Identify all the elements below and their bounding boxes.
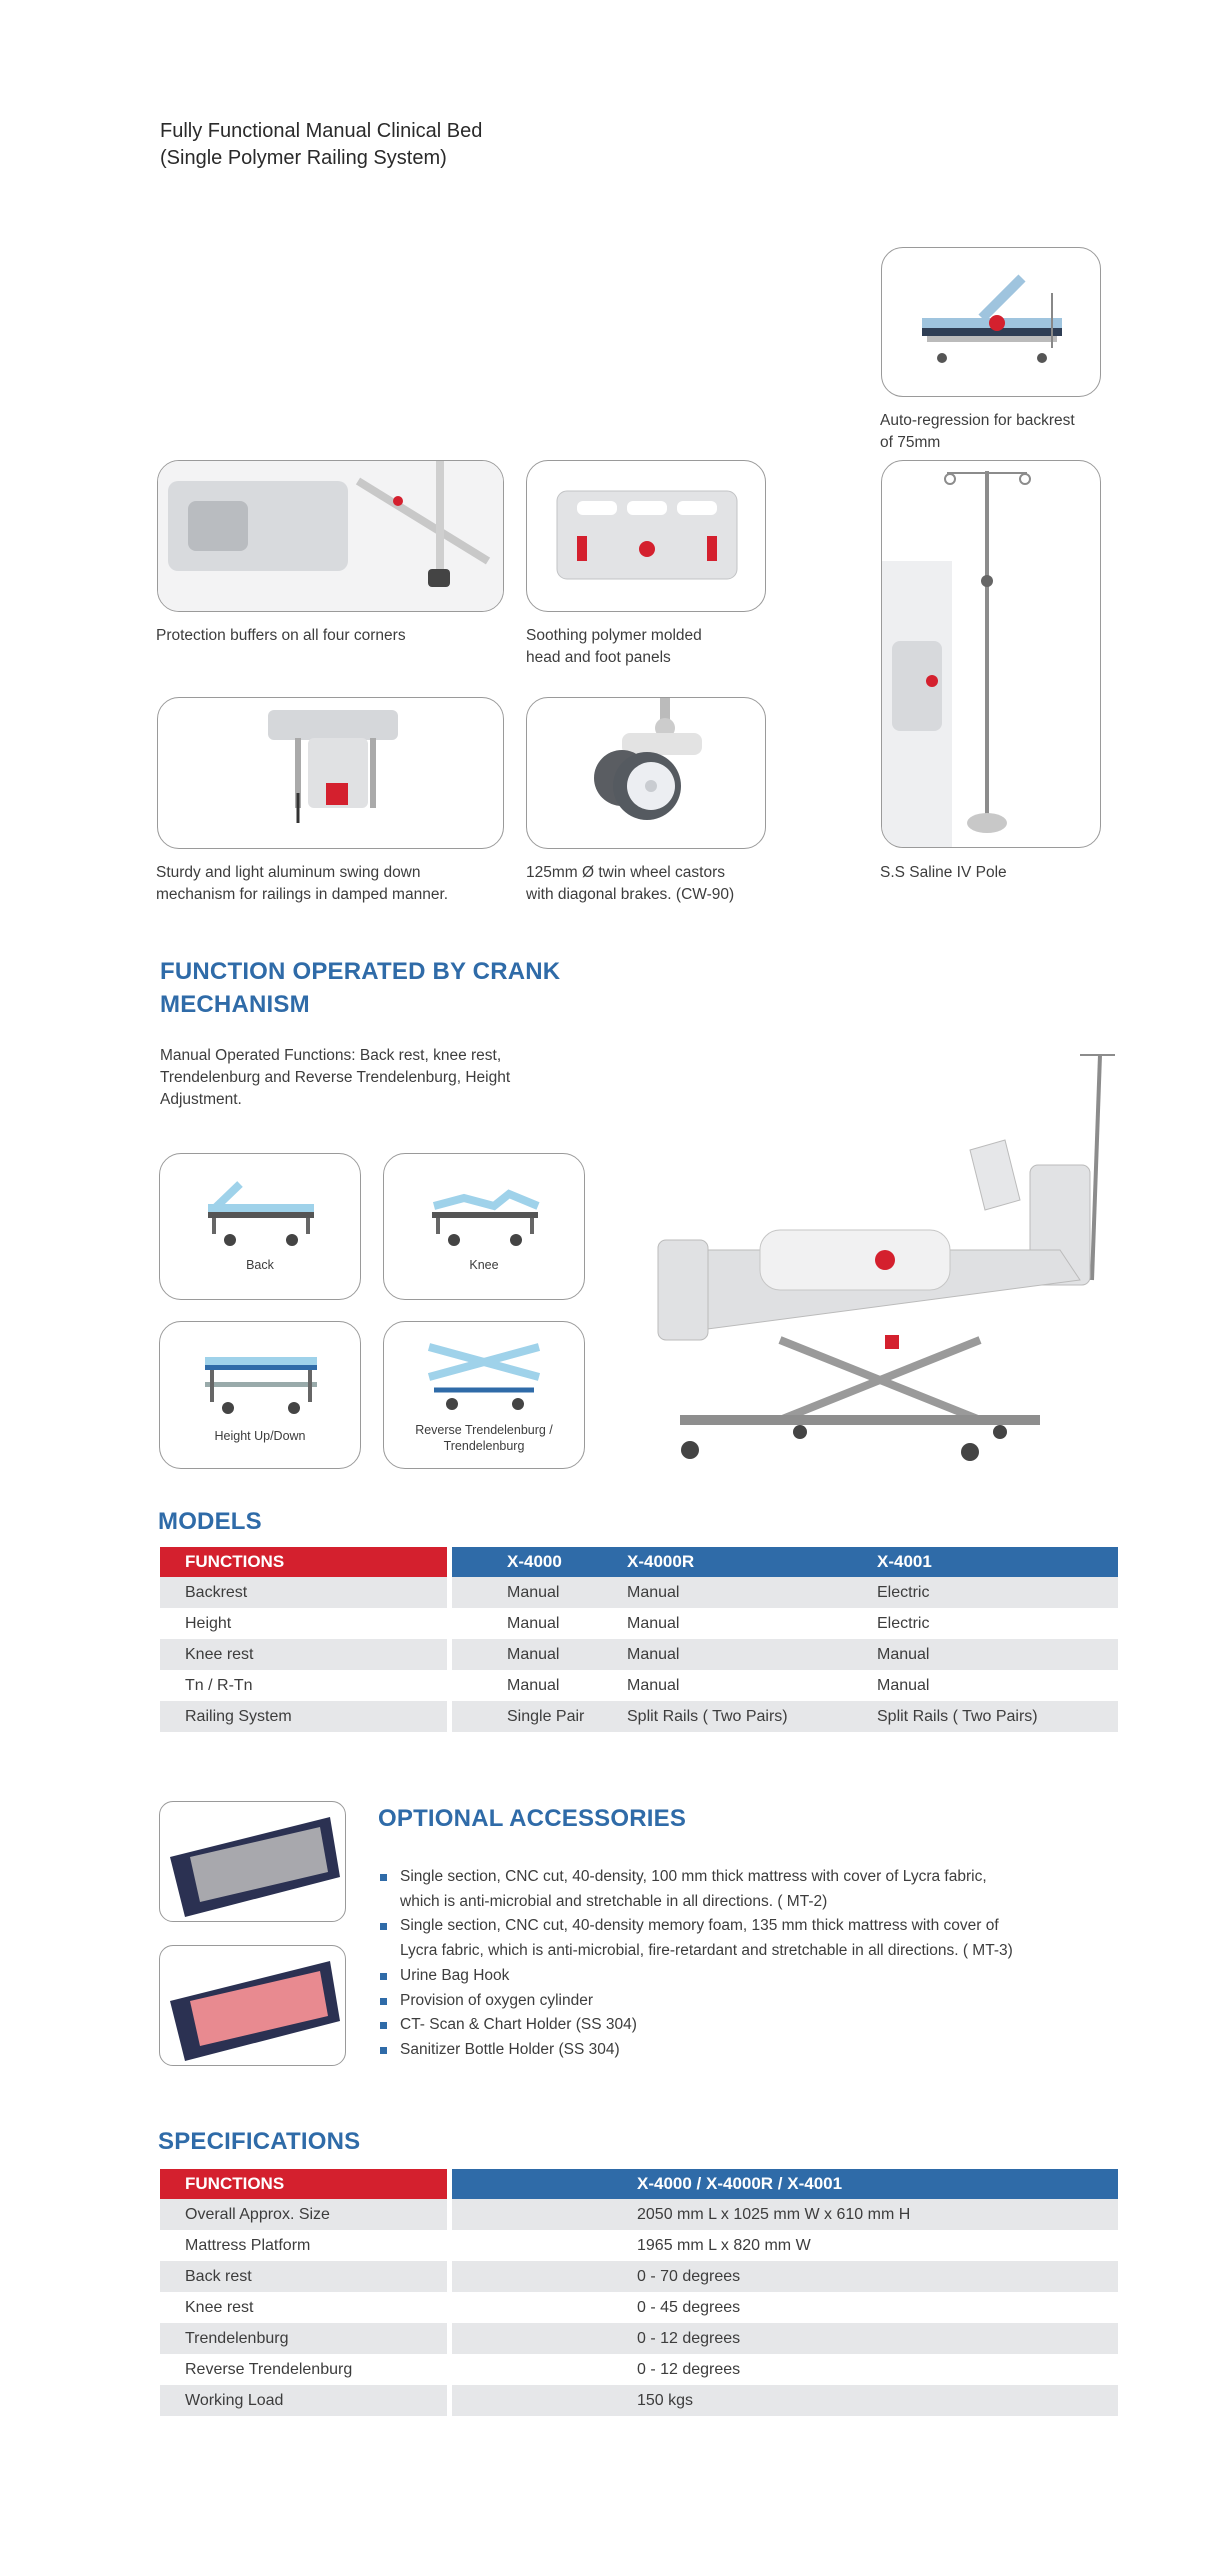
accessories-list [380,1865,1120,2063]
bed-illustration [640,1040,1140,1470]
list-item: Sanitizer Bottle Holder (SS 304) [380,2038,1120,2063]
spec-col-functions: FUNCTIONS [160,2169,447,2199]
table-row: Backrest Manual Manual Electric [160,1577,1118,1608]
title-line-1: Fully Functional Manual Clinical Bed [160,120,483,142]
models-table [160,1547,1118,1732]
caption-iv-pole: S.S Saline IV Pole [880,864,1007,881]
specifications-table [160,2169,1118,2416]
function-label-back: Back [246,1258,274,1272]
table-row: Reverse Trendelenburg 0 - 12 degrees [160,2354,1118,2385]
back-position-icon [160,1154,361,1264]
feature-card-swing [157,697,504,849]
feature-card-backrest [881,247,1101,397]
function-card-back [159,1153,361,1300]
knee-position-icon [384,1154,585,1264]
models-col-x4001: X-4001 [877,1547,1118,1577]
specifications-heading: SPECIFICATIONS [158,2128,361,2155]
function-label-trendelenburg: Reverse Trendelenburg / Trendelenburg [415,1423,553,1453]
table-row: Trendelenburg 0 - 12 degrees [160,2323,1118,2354]
models-col-x4000r: X-4000R [622,1547,877,1577]
accessories-heading: OPTIONAL ACCESSORIES [378,1805,687,1832]
list-item: Single section, CNC cut, 40-density, 100 mm thick mattress with cover of Lycra fabric, which is anti-microbial and stretchable in all directions. ( MT-2) [380,1865,1120,1914]
table-row: Knee rest Manual Manual Manual [160,1639,1118,1670]
caption-backrest: Auto-regression for backrest of 75mm [880,412,1075,451]
function-card-trendelenburg [383,1321,585,1469]
caption-swing: Sturdy and light aluminum swing down mechanism for railings in damped manner. [156,864,449,903]
mattress-red-icon [160,1946,346,2066]
mattress-card-mt2 [159,1801,346,1922]
function-card-height [159,1321,361,1469]
caption-panels: Soothing polymer molded head and foot panels [526,627,702,666]
list-item: CT- Scan & Chart Holder (SS 304) [380,2013,1120,2038]
swing-mechanism-icon [158,698,504,849]
feature-card-castor [526,697,766,849]
table-row: Working Load 150 kgs [160,2385,1118,2416]
table-row: Knee rest 0 - 45 degrees [160,2292,1118,2323]
list-item: Provision of oxygen cylinder [380,1989,1120,2014]
table-row: Tn / R-Tn Manual Manual Manual [160,1670,1118,1701]
models-col-x4000: X-4000 [452,1547,622,1577]
list-item: Single section, CNC cut, 40-density memory foam, 135 mm thick mattress with cover of Lycra fabric, which is anti-microbial, fire-retardant and stretchable in all directions. ( MT-3) [380,1914,1120,1963]
height-position-icon [160,1322,361,1432]
table-row: Height Manual Manual Electric [160,1608,1118,1639]
models-heading: MODELS [158,1508,262,1535]
function-label-height: Height Up/Down [214,1429,306,1443]
models-header-row [160,1547,1118,1577]
trendelenburg-position-icon [384,1322,585,1422]
bumper-corner-icon [158,461,504,612]
table-row: Overall Approx. Size 2050 mm L x 1025 mm W x 610 mm H [160,2199,1118,2230]
caption-castor: 125mm Ø twin wheel castors with diagonal brakes. (CW-90) [526,864,735,903]
title-line-2: (Single Polymer Railing System) [160,147,447,169]
function-label-knee: Knee [469,1258,499,1272]
feature-card-buffers [157,460,504,612]
mattress-grey-icon [160,1802,346,1922]
table-row: Back rest 0 - 70 degrees [160,2261,1118,2292]
iv-pole-icon [882,461,1101,848]
bed-backrest-icon [882,248,1101,397]
panel-icon [527,461,766,612]
castor-wheel-icon [527,698,766,849]
feature-card-panels [526,460,766,612]
table-row: Mattress Platform 1965 mm L x 820 mm W [160,2230,1118,2261]
caption-buffers: Protection buffers on all four corners [156,627,406,644]
list-item: Urine Bag Hook [380,1964,1120,1989]
models-col-functions: FUNCTIONS [160,1547,447,1577]
mattress-card-mt3 [159,1945,346,2066]
feature-card-iv-pole [881,460,1101,848]
document-title [160,118,482,172]
crank-description: Manual Operated Functions: Back rest, knee rest, Trendelenburg and Reverse Trendelenburg, Height Adjustment. [160,1047,511,1108]
table-row: Railing System Single Pair Split Rails ( Two Pairs) Split Rails ( Two Pairs) [160,1701,1118,1732]
crank-heading: FUNCTION OPERATED BY CRANK MECHANISM [160,958,561,1018]
function-card-knee [383,1153,585,1300]
spec-col-models: X-4000 / X-4000R / X-4001 [452,2169,1118,2199]
spec-header-row [160,2169,1118,2199]
